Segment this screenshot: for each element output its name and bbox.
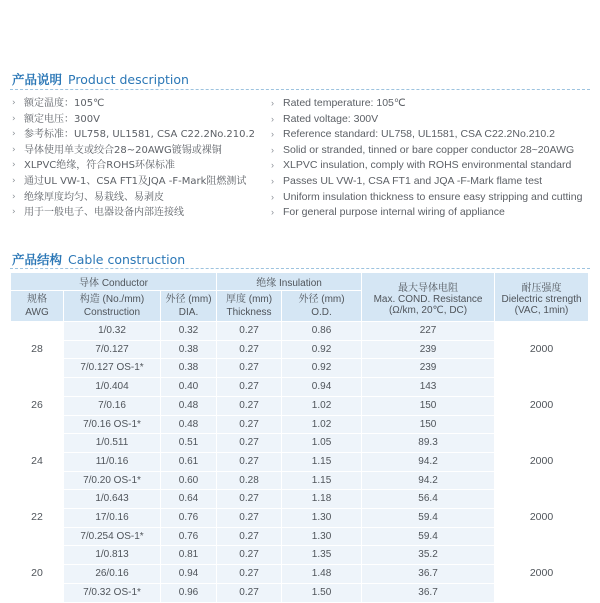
header-awg: 规格 AWG xyxy=(11,291,64,322)
dia-cell: 0.32 xyxy=(161,322,217,341)
dia-cell: 0.96 xyxy=(161,583,217,602)
od-cell: 1.02 xyxy=(282,396,362,415)
construction-cell: 7/0.32 OS-1* xyxy=(64,583,161,602)
table-row xyxy=(11,378,589,397)
product-description-title-zh: 产品说明 xyxy=(12,72,63,87)
chevron-right-icon: › xyxy=(12,98,16,108)
divider xyxy=(10,89,590,90)
od-cell: 1.15 xyxy=(282,471,362,490)
construction-cell: 7/0.16 OS-1* xyxy=(64,415,161,434)
list-item: › For general purpose internal wiring of appliance xyxy=(271,205,582,221)
thickness-cell: 0.27 xyxy=(217,546,282,565)
list-item: › 用于一般电子、电器设备内部连接线 xyxy=(12,205,255,221)
thickness-cell: 0.27 xyxy=(217,359,282,378)
dia-cell: 0.76 xyxy=(161,509,217,528)
list-item: › Rated voltage: 300V xyxy=(271,112,582,128)
dia-cell: 0.38 xyxy=(161,359,217,378)
list-item: › 额定温度：105℃ xyxy=(12,96,255,112)
resistance-cell: 239 xyxy=(362,340,495,359)
od-cell: 1.15 xyxy=(282,452,362,471)
table-row xyxy=(11,322,589,341)
cable-construction-table xyxy=(10,272,589,603)
od-cell: 0.86 xyxy=(282,322,362,341)
thickness-cell: 0.27 xyxy=(217,452,282,471)
chevron-right-icon: › xyxy=(271,98,274,108)
chevron-right-icon: › xyxy=(271,191,274,202)
header-thickness: 厚度 (mm) Thickness xyxy=(217,291,282,322)
dia-cell: 0.94 xyxy=(161,565,217,584)
header-conductor: 导体 Conductor xyxy=(11,273,217,291)
awg-cell: 26 xyxy=(11,378,64,434)
dia-cell: 0.60 xyxy=(161,471,217,490)
thickness-cell: 0.27 xyxy=(217,583,282,602)
resistance-cell: 143 xyxy=(362,378,495,397)
cable-construction-title-zh: 产品结构 xyxy=(12,252,63,267)
header-insulation: 绝缘 Insulation xyxy=(217,273,362,291)
list-item: › Rated temperature: 105℃ xyxy=(271,96,582,112)
od-cell: 0.92 xyxy=(282,340,362,359)
dia-cell: 0.38 xyxy=(161,340,217,359)
dielectric-cell: 2000 xyxy=(495,322,589,378)
thickness-cell: 0.27 xyxy=(217,396,282,415)
dia-cell: 0.48 xyxy=(161,415,217,434)
od-cell: 1.35 xyxy=(282,546,362,565)
construction-cell: 1/0.813 xyxy=(64,546,161,565)
construction-cell: 7/0.16 xyxy=(64,396,161,415)
dia-cell: 0.76 xyxy=(161,527,217,546)
construction-cell: 11/0.16 xyxy=(64,452,161,471)
dia-cell: 0.51 xyxy=(161,434,217,453)
construction-cell: 1/0.32 xyxy=(64,322,161,341)
resistance-cell: 150 xyxy=(362,415,495,434)
list-item: › XLPVC绝缘，符合ROHS环保标准 xyxy=(12,158,255,174)
construction-cell: 1/0.511 xyxy=(64,434,161,453)
chevron-right-icon: › xyxy=(12,144,16,155)
list-item: › XLPVC insulation, comply with ROHS environmental standard xyxy=(271,158,582,174)
dielectric-cell: 2000 xyxy=(495,490,589,546)
thickness-cell: 0.27 xyxy=(217,340,282,359)
thickness-cell: 0.27 xyxy=(217,378,282,397)
list-item: › Uniform insulation thickness to ensure easy stripping and cutting xyxy=(271,190,582,206)
table-body xyxy=(11,322,589,603)
chevron-right-icon: › xyxy=(271,113,274,124)
resistance-cell: 94.2 xyxy=(362,452,495,471)
chevron-right-icon: › xyxy=(271,129,274,140)
resistance-cell: 35.2 xyxy=(362,546,495,565)
od-cell: 0.94 xyxy=(282,378,362,397)
thickness-cell: 0.27 xyxy=(217,322,282,341)
thickness-cell: 0.27 xyxy=(217,490,282,509)
divider xyxy=(10,268,590,269)
od-cell: 1.05 xyxy=(282,434,362,453)
construction-cell: 26/0.16 xyxy=(64,565,161,584)
cable-construction-title xyxy=(12,250,185,268)
chevron-right-icon: › xyxy=(12,129,16,140)
dielectric-cell: 2000 xyxy=(495,434,589,490)
dielectric-cell: 2000 xyxy=(495,378,589,434)
awg-cell: 22 xyxy=(11,490,64,546)
resistance-cell: 227 xyxy=(362,322,495,341)
chevron-right-icon: › xyxy=(271,175,274,186)
chevron-right-icon: › xyxy=(12,207,16,218)
list-item: › 额定电压：300V xyxy=(12,112,255,128)
dia-cell: 0.48 xyxy=(161,396,217,415)
od-cell: 1.30 xyxy=(282,527,362,546)
dielectric-cell: 2000 xyxy=(495,546,589,602)
list-item: › 绝缘厚度均匀、易栽线、易剥皮 xyxy=(12,190,255,206)
construction-cell: 1/0.643 xyxy=(64,490,161,509)
thickness-cell: 0.28 xyxy=(217,471,282,490)
construction-cell: 7/0.254 OS-1* xyxy=(64,527,161,546)
od-cell: 1.30 xyxy=(282,509,362,528)
cable-construction-title-en: Cable construction xyxy=(68,252,186,267)
product-description-title-en: Product description xyxy=(68,72,189,87)
construction-cell: 17/0.16 xyxy=(64,509,161,528)
od-cell: 0.92 xyxy=(282,359,362,378)
od-cell: 1.50 xyxy=(282,583,362,602)
construction-cell: 7/0.127 xyxy=(64,340,161,359)
awg-cell: 24 xyxy=(11,434,64,490)
thickness-cell: 0.27 xyxy=(217,565,282,584)
list-item: › Passes UL VW-1, CSA FT1 and JQA -F-Mark flame test xyxy=(271,174,582,190)
od-cell: 1.02 xyxy=(282,415,362,434)
dia-cell: 0.61 xyxy=(161,452,217,471)
header-construction: 构造 (No./mm) Construction xyxy=(64,291,161,322)
resistance-cell: 59.4 xyxy=(362,527,495,546)
awg-cell: 28 xyxy=(11,322,64,378)
dia-cell: 0.40 xyxy=(161,378,217,397)
od-cell: 1.48 xyxy=(282,565,362,584)
list-item: › 通过UL VW-1、CSA FT1及JQA -F-Mark阻燃测试 xyxy=(12,174,255,190)
dia-cell: 0.64 xyxy=(161,490,217,509)
resistance-cell: 239 xyxy=(362,359,495,378)
chevron-right-icon: › xyxy=(271,160,274,171)
chevron-right-icon: › xyxy=(12,191,16,202)
dia-cell: 0.81 xyxy=(161,546,217,565)
header-dia: 外径 (mm) DIA. xyxy=(161,291,217,322)
resistance-cell: 150 xyxy=(362,396,495,415)
chevron-right-icon: › xyxy=(271,144,274,155)
header-dielectric: 耐压强度 Dielectric strength (VAC, 1min) xyxy=(495,273,589,322)
chevron-right-icon: › xyxy=(12,160,16,171)
od-cell: 1.18 xyxy=(282,490,362,509)
construction-cell: 7/0.20 OS-1* xyxy=(64,471,161,490)
description-list-en xyxy=(271,96,582,221)
chevron-right-icon: › xyxy=(12,175,16,186)
thickness-cell: 0.27 xyxy=(217,434,282,453)
thickness-cell: 0.27 xyxy=(217,527,282,546)
resistance-cell: 56.4 xyxy=(362,490,495,509)
resistance-cell: 36.7 xyxy=(362,565,495,584)
list-item: › Reference standard: UL758, UL1581, CSA C22.2No.210.2 xyxy=(271,127,582,143)
list-item: › 导体使用单支或绞合28~20AWG镀锡或裸铜 xyxy=(12,143,255,159)
resistance-cell: 59.4 xyxy=(362,509,495,528)
chevron-right-icon: › xyxy=(271,207,274,218)
thickness-cell: 0.27 xyxy=(217,415,282,434)
construction-cell: 7/0.127 OS-1* xyxy=(64,359,161,378)
table-row xyxy=(11,434,589,453)
table-row xyxy=(11,546,589,565)
construction-cell: 1/0.404 xyxy=(64,378,161,397)
thickness-cell: 0.27 xyxy=(217,509,282,528)
product-description-title xyxy=(12,70,189,88)
header-resistance: 最大导体电阻 Max. COND. Resistance (Ω/km, 20℃, DC) xyxy=(362,273,495,322)
resistance-cell: 36.7 xyxy=(362,583,495,602)
header-od: 外径 (mm) O.D. xyxy=(282,291,362,322)
awg-cell: 20 xyxy=(11,546,64,602)
description-list-zh xyxy=(12,96,255,221)
resistance-cell: 89.3 xyxy=(362,434,495,453)
list-item: › Solid or stranded, tinned or bare copper conductor 28~20AWG xyxy=(271,143,582,159)
chevron-right-icon: › xyxy=(12,113,16,124)
list-item: › 参考标准：UL758, UL1581, CSA C22.2No.210.2 xyxy=(12,127,255,143)
resistance-cell: 94.2 xyxy=(362,471,495,490)
table-row xyxy=(11,490,589,509)
